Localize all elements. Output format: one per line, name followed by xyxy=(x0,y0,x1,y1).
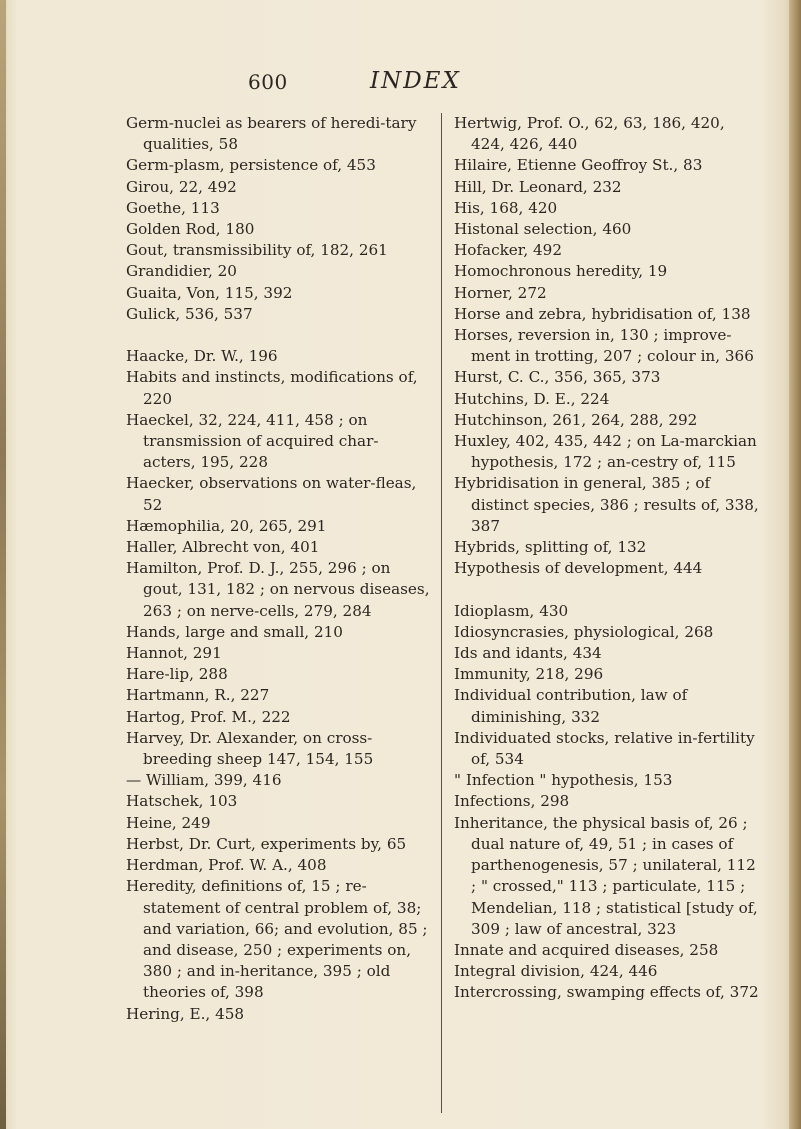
index-entry: Individual contribution, law of diminishing, 332 xyxy=(454,686,688,726)
index-entry: Hartmann, R., 227 xyxy=(126,686,270,705)
index-entry: Individuated stocks, relative in-fertility of, 534 xyxy=(454,728,755,769)
index-entry: Hering, E., 458 xyxy=(126,1004,245,1023)
page-right-edge xyxy=(789,0,801,1129)
index-entry: Golden Rod, 180 xyxy=(126,220,255,239)
index-entry: Goethe, 113 xyxy=(126,198,220,217)
index-entry: Hatschek, 103 xyxy=(126,792,238,811)
index-entry: Hamilton, Prof. D. J., 255, 296 ; on gout, 131, 182 ; on nervous diseases, 263 ; on nerve-cells, 279, 284 xyxy=(126,559,430,620)
index-entry: Integral division, 424, 446 xyxy=(454,962,658,981)
section-gap xyxy=(126,325,430,346)
index-entry: Haecker, observations on water-fleas, 52 xyxy=(126,474,417,514)
index-entry: Herbst, Dr. Curt, experiments by, 65 xyxy=(126,834,407,853)
index-entry: Infections, 298 xyxy=(454,792,570,811)
index-entry: Hands, large and small, 210 xyxy=(126,622,343,641)
page-left-edge xyxy=(0,0,6,1129)
index-entry: Inheritance, the physical basis of, 26 ; dual nature of, 49, 51 ; in cases of parthenogenesis, 57 ; unilateral, 112 ; " crossed," 113 ; particulate, 115 ; Mendelian, 118 ; statistical [study of, 309 ; law of ancestral, 323 xyxy=(454,813,758,938)
index-entry: Germ-plasm, persistence of, 453 xyxy=(126,156,376,175)
index-entry: Germ-nuclei as bearers of heredi-tary qualities, 58 xyxy=(126,114,417,154)
column-divider xyxy=(441,113,442,1113)
running-title: INDEX xyxy=(370,68,461,94)
index-entry: Hertwig, Prof. O., 62, 63, 186, 420, 424, 426, 440 xyxy=(454,114,725,154)
index-entry: Ids and idants, 434 xyxy=(454,644,602,663)
index-entry: Haacke, Dr. W., 196 xyxy=(126,347,278,366)
index-entry: His, 168, 420 xyxy=(454,198,558,217)
index-entry: Idiosyncrasies, physiological, 268 xyxy=(454,622,714,641)
index-entry: Innate and acquired diseases, 258 xyxy=(454,940,719,959)
index-entry: Grandidier, 20 xyxy=(126,262,237,281)
page-header xyxy=(0,70,801,100)
right-index-column xyxy=(454,113,762,1004)
index-entry: " Infection " hypothesis, 153 xyxy=(454,771,673,790)
page-number: 600 xyxy=(248,70,288,94)
index-entry: Hutchins, D. E., 224 xyxy=(454,389,610,408)
index-entry: Gulick, 536, 537 xyxy=(126,304,253,323)
index-entry: Hill, Dr. Leonard, 232 xyxy=(454,177,622,196)
index-entry: Horse and zebra, hybridisation of, 138 xyxy=(454,304,751,323)
index-entry: Horses, reversion in, 130 ; improve-ment in trotting, 207 ; colour in, 366 xyxy=(454,326,754,366)
index-entry: Hilaire, Etienne Geoffroy St., 83 xyxy=(454,156,703,175)
index-entry: Heredity, definitions of, 15 ; re-statement of central problem of, 38; and variation, 66; and evolution, 85 ; and disease, 250 ; experiments on, 380 ; and in-heritance, 395 ; old theories of, 398 xyxy=(126,877,428,1002)
index-entry: Harvey, Dr. Alexander, on cross-breeding sheep 147, 154, 155 xyxy=(126,728,374,769)
index-entry: Hare-lip, 288 xyxy=(126,665,228,684)
index-entry: Hutchinson, 261, 264, 288, 292 xyxy=(454,410,698,429)
left-index-column xyxy=(126,113,430,1025)
index-entry: Hybrids, splitting of, 132 xyxy=(454,538,647,557)
index-entry: Habits and instincts, modifications of, 220 xyxy=(126,368,418,408)
index-entry: Gout, transmissibility of, 182, 261 xyxy=(126,241,388,260)
index-entry: Histonal selection, 460 xyxy=(454,220,632,239)
index-entry: — William, 399, 416 xyxy=(126,771,282,790)
section-gap xyxy=(454,579,762,600)
index-entry: Haeckel, 32, 224, 411, 458 ; on transmission of acquired char-acters, 195, 228 xyxy=(126,410,379,472)
index-entry: Intercrossing, swamping effects of, 372 xyxy=(454,983,759,1002)
index-entry: Haller, Albrecht von, 401 xyxy=(126,538,320,557)
index-entry: Huxley, 402, 435, 442 ; on La-marckian hypothesis, 172 ; an-cestry of, 115 xyxy=(454,432,757,472)
index-entry: Hybridisation in general, 385 ; of distinct species, 386 ; results of, 338, 387 xyxy=(454,474,759,535)
index-entry: Idioplasm, 430 xyxy=(454,601,569,620)
index-entry: Immunity, 218, 296 xyxy=(454,665,604,684)
index-entry: Horner, 272 xyxy=(454,283,547,302)
index-entry: Hofacker, 492 xyxy=(454,241,562,260)
index-entry: Hurst, C. C., 356, 365, 373 xyxy=(454,368,661,387)
index-entry: Guaita, Von, 115, 392 xyxy=(126,283,293,302)
index-entry: Heine, 249 xyxy=(126,813,211,832)
index-entry: Homochronous heredity, 19 xyxy=(454,262,668,281)
index-entry: Herdman, Prof. W. A., 408 xyxy=(126,856,327,875)
index-entry: Hypothesis of development, 444 xyxy=(454,559,703,578)
index-entry: Hæmophilia, 20, 265, 291 xyxy=(126,516,327,535)
index-entry: Hannot, 291 xyxy=(126,644,222,663)
index-entry: Girou, 22, 492 xyxy=(126,177,237,196)
index-entry: Hartog, Prof. M., 222 xyxy=(126,707,291,726)
